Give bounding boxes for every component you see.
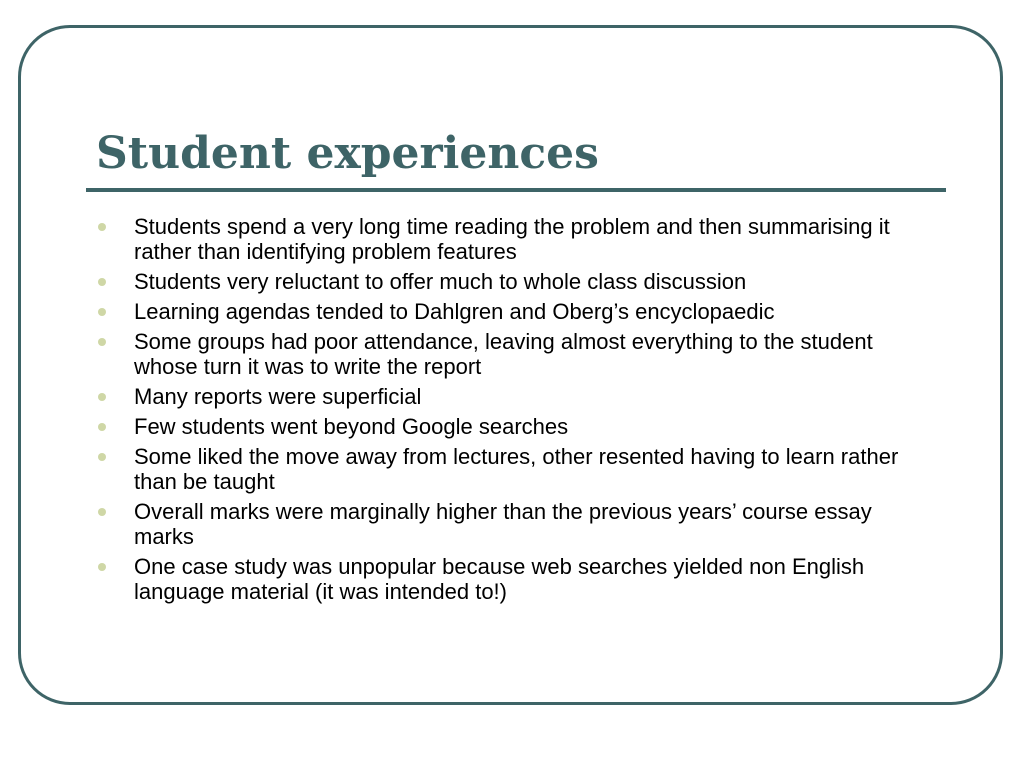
bullet-dot-icon <box>98 338 106 346</box>
bullet-dot-icon <box>98 308 106 316</box>
title-divider <box>86 188 946 192</box>
bullet-item <box>96 414 936 439</box>
bullet-text: Students spend a very long time reading the problem and then summarising it rather than identifying problem features <box>134 214 890 264</box>
bullet-dot-icon <box>98 278 106 286</box>
bullet-text: One case study was unpopular because web searches yielded non English language material (it was intended to!) <box>134 554 865 604</box>
bullet-text: Some liked the move away from lectures, other resented having to learn rather than be taught <box>134 444 899 494</box>
bullet-text: Learning agendas tended to Dahlgren and Oberg’s encyclopaedic <box>134 299 775 324</box>
bullet-item <box>96 214 936 264</box>
bullet-item <box>96 499 936 549</box>
bullet-dot-icon <box>98 453 106 461</box>
bullet-text: Overall marks were marginally higher than the previous years’ course essay marks <box>134 499 872 549</box>
bullet-text: Some groups had poor attendance, leaving almost everything to the student whose turn it was to write the report <box>134 329 873 379</box>
bullet-item <box>96 329 936 379</box>
bullet-item <box>96 554 936 604</box>
bullet-dot-icon <box>98 423 106 431</box>
bullet-list <box>96 214 936 609</box>
bullet-dot-icon <box>98 393 106 401</box>
bullet-text: Students very reluctant to offer much to whole class discussion <box>134 269 747 294</box>
bullet-dot-icon <box>98 223 106 231</box>
bullet-dot-icon <box>98 563 106 571</box>
bullet-item <box>96 444 936 494</box>
bullet-item <box>96 384 936 409</box>
bullet-item <box>96 299 936 324</box>
bullet-dot-icon <box>98 508 106 516</box>
bullet-text: Few students went beyond Google searches <box>134 414 569 439</box>
bullet-text: Many reports were superficial <box>134 384 422 409</box>
slide-title: Student experiences <box>96 128 599 179</box>
bullet-item <box>96 269 936 294</box>
